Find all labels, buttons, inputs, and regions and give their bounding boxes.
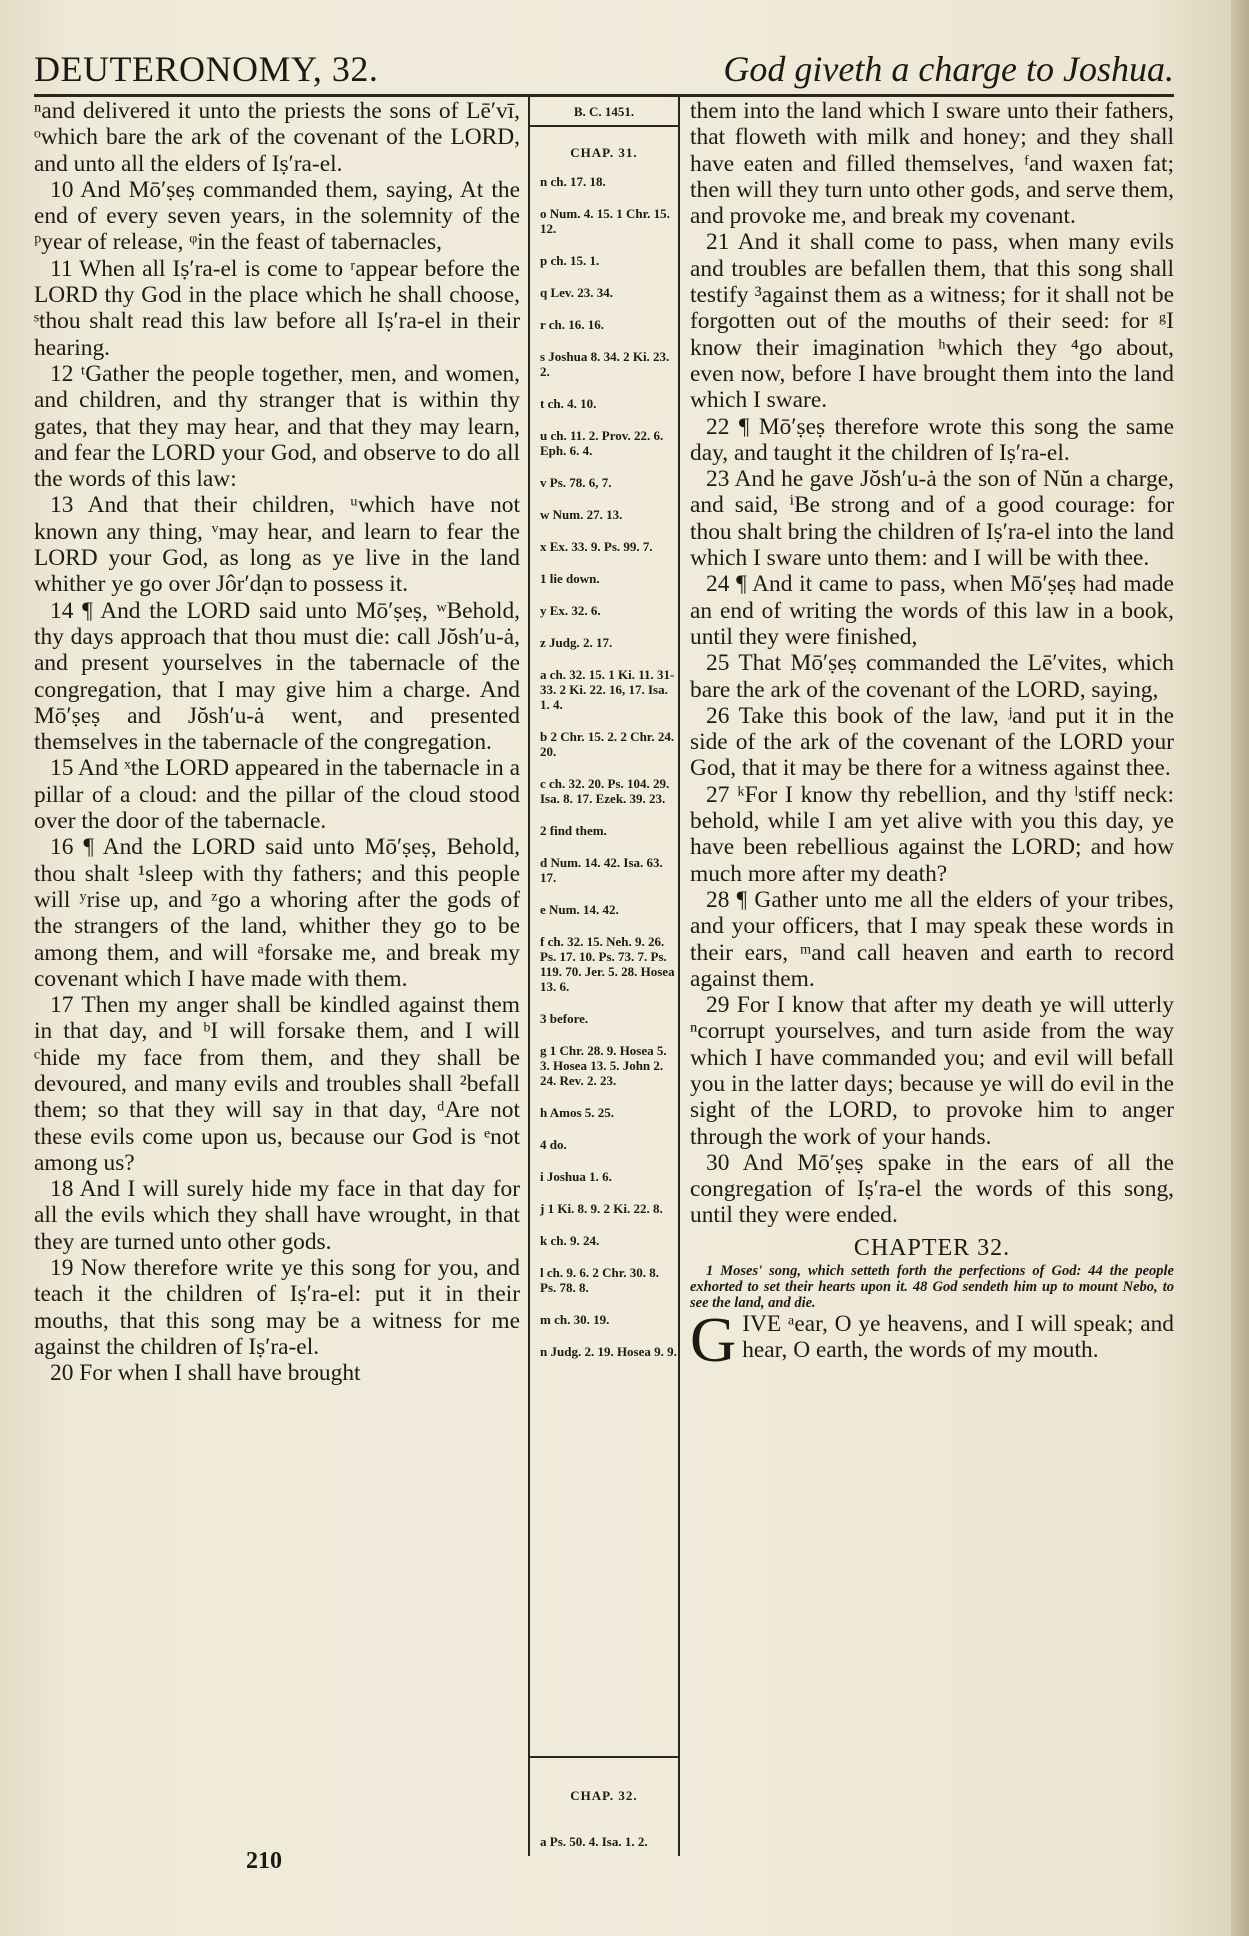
verse-paragraph: 24 ¶ And it came to pass, when Mō′ṣeṣ had made an end of writing the words of this law in a book, until they were finished, — [690, 571, 1174, 650]
verse-paragraph: 22 ¶ Mō′ṣeṣ therefore wrote this song the same day, and taught it the children of Iṣ′ra-el. — [690, 413, 1174, 466]
reference-item: k ch. 9. 24. — [540, 1233, 600, 1248]
verse-paragraph: 15 And ˣthe LORD appeared in the tabernacle in a pillar of a cloud: and the pillar of the cloud stood over the door of the tabernacle. — [34, 755, 520, 835]
verse-paragraph: them into the land which I sware unto their fathers, that floweth with milk and honey; and they shall have eaten and filled themselves, ᶠand waxen fat; then will they turn unto other gods, and serve them, and provoke me, and break my covenant. — [690, 98, 1174, 230]
verse-paragraph: 29 For I know that after my death ye will utterly ⁿcorrupt yourselves, and turn aside from the way which I have commanded you; and evil will befall you in the latter days; because ye will do evil in the sight of the LORD, to provoke him to anger through the work of your hands. — [690, 992, 1174, 1150]
reference-item: i Joshua 1. 6. — [540, 1169, 612, 1184]
reference-item: 2 find them. — [540, 823, 607, 838]
reference-item: y Ex. 32. 6. — [540, 603, 601, 618]
verse-paragraph: 19 Now therefore write ye this song for you, and teach it the children of Iṣ′ra-el: put it in their mouths, that this song may be a witness for me against the children of Iṣ′ra-el. — [34, 1255, 520, 1360]
reference-item: p ch. 15. 1. — [540, 253, 600, 268]
verse-paragraph: ⁿand delivered it unto the priests the sons of Lē′vī, ᵒwhich bare the ark of the covenant of the LORD, and unto all the elders of Iṣ′ra-el. — [34, 98, 520, 177]
section-title: God giveth a charge to Joshua. — [723, 49, 1174, 89]
verse-paragraph: 17 Then my anger shall be kindled against them in that day, and ᵇI will forsake them, and I will ᶜhide my face from them, and they shall be devoured, and many evils and troubles shall ²befall them; so that they will say in that day, ᵈAre not these evils come upon us, because our God is ᵉnot among us? — [34, 992, 520, 1176]
drop-cap: G — [690, 1304, 737, 1376]
reference-item: m ch. 30. 19. — [540, 1312, 610, 1327]
chapter-summary: 1 Moses' song, which setteth forth the perfections of God: 44 the people exhorted to set their hearts upon it. 48 God sendeth him up to mount Nebo, to see the land, and die. — [690, 1263, 1174, 1312]
reference-item: f ch. 32. 15. Neh. 9. 26. Ps. 17. 10. Ps. 73. 7. Ps. 119. 70. Jer. 5. 28. Hosea 13. 6. — [540, 934, 675, 994]
reference-item: 4 do. — [540, 1137, 567, 1152]
reference-item: s Joshua 8. 34. 2 Ki. 23. 2. — [540, 349, 670, 379]
reference-list — [530, 174, 678, 1359]
right-text-column — [690, 98, 1174, 1738]
verse-paragraph: 26 Take this book of the law, ʲand put it in the side of the ark of the covenant of the LORD your God, that it may be there for a witness against thee. — [690, 702, 1174, 782]
verse-paragraph: 16 ¶ And the LORD said unto Mō′ṣeṣ, Behold, thou shalt ¹sleep with thy fathers; and this people will ʸrise up, and ᶻgo a whoring after the gods of the strangers of the land, whither they go to be among them, and will ᵃforsake me, and break my covenant which I have made with them. — [34, 834, 520, 992]
verse-paragraph: 25 That Mō′ṣeṣ commanded the Lē′vites, which bare the ark of the covenant of the LORD, saying, — [690, 650, 1174, 703]
reference-item: x Ex. 33. 9. Ps. 99. 7. — [540, 539, 653, 554]
reference-item: t ch. 4. 10. — [540, 396, 597, 411]
verse-paragraph: 10 And Mō′ṣeṣ commanded them, saying, At the end of every seven years, in the solemnity of the ᵖyear of release, ᵠin the feast of tabernacles, — [34, 176, 520, 256]
verse-paragraph: 13 And that their children, ᵘwhich have not known any thing, ᵛmay hear, and learn to fear the LORD your God, as long as ye live in the land whither ye go over Jôr′dạn to possess it. — [34, 492, 520, 598]
reference-item: n ch. 17. 18. — [540, 174, 606, 189]
reference-item: g 1 Chr. 28. 9. Hosea 5. 3. Hosea 13. 5. John 2. 24. Rev. 2. 23. — [540, 1043, 667, 1088]
reference-item: z Judg. 2. 17. — [540, 635, 613, 650]
reference-item: j 1 Ki. 8. 9. 2 Ki. 22. 8. — [540, 1201, 663, 1216]
left-text-column — [34, 98, 520, 1850]
verse-paragraph: 27 ᵏFor I know thy rebellion, and thy ˡstiff neck: behold, while I am yet alive with you this day, ye have been rebellious against the LORD; and how much more after my death? — [690, 781, 1174, 887]
reference-item: o Num. 4. 15. 1 Chr. 15. 12. — [540, 206, 670, 236]
verse-paragraph: 28 ¶ Gather unto me all the elders of your tribes, and your officers, that I may speak these words in their ears, ᵐand call heaven and earth to record against them. — [690, 886, 1174, 992]
reference-item: n Judg. 2. 19. Hosea 9. 9. — [540, 1344, 677, 1359]
verse-paragraph: 21 And it shall come to pass, when many evils and troubles are befallen them, that this song shall testify ³against them as a witness; for it shall not be forgotten out of the mouths of their seed: for ᵍI know their imagination ʰwhich they ⁴go about, even now, before I have brought them into the land which I sware. — [690, 229, 1174, 414]
verse-paragraph: 18 And I will surely hide my face in that day for all the evils which they shall have wrought, in that they are turned unto other gods. — [34, 1176, 520, 1255]
verse-paragraph: 23 And he gave Jŏsh′u-ȧ the son of Nŭn a charge, and said, ⁱBe strong and of a good courage: for thou shalt bring the children of Iṣ′ra-el into the land which I sware unto them: and I will be with thee. — [690, 466, 1174, 572]
reference-item: 1 lie down. — [540, 571, 600, 586]
chapter-heading: CHAPTER 32. — [853, 1234, 1011, 1261]
margin-references-column — [528, 96, 680, 1856]
book-title: DEUTERONOMY, 32. — [34, 49, 379, 89]
reference-item: r ch. 16. 16. — [540, 317, 605, 332]
verse-paragraph: 11 When all Iṣ′ra-el is come to ʳappear before the LORD thy God in the place which he shall choose, ˢthou shalt read this law before all Iṣ′ra-el in their hearing. — [34, 255, 520, 361]
reference-item: v Ps. 78. 6, 7. — [540, 475, 612, 490]
verse-paragraph: 12 ᵗGather the people together, men, and women, and children, and thy stranger that is within thy gates, that they may hear, and that they may learn, and fear the LORD your God, and observe to do all the words of this law: — [34, 360, 520, 493]
page-header — [34, 44, 1174, 97]
verse-paragraph: 20 For when I shall have brought — [50, 1360, 361, 1387]
chapter-ref-label: CHAP. 32. — [530, 1756, 678, 1803]
reference-item: u ch. 11. 2. Prov. 22. 6. Eph. 6. 4. — [540, 428, 664, 458]
reference-item: c ch. 32. 20. Ps. 104. 29. Isa. 8. 17. Ezek. 39. 23. — [540, 776, 670, 806]
reference-item: a Ps. 50. 4. Isa. 1. 2. — [540, 1834, 648, 1849]
reference-item: q Lev. 23. 34. — [540, 285, 613, 300]
verse-paragraph: 14 ¶ And the LORD said unto Mō′ṣeṣ, ʷBehold, thy days approach that thou must die: call Jŏsh′u-ȧ, and present yourselves in the tabernacle of the congregation, that I may give him a charge. And Mō′ṣeṣ and Jŏsh′u-ȧ went, and presented themselves in the tabernacle of the congregation. — [34, 597, 520, 756]
reference-item: a ch. 32. 15. 1 Ki. 11. 31-33. 2 Ki. 22. 16, 17. Isa. 1. 4. — [540, 667, 675, 712]
page-number: 210 — [246, 1848, 282, 1874]
page-edge — [1231, 0, 1249, 1936]
date-label: B. C. 1451. — [530, 96, 678, 127]
reference-item: e Num. 14. 42. — [540, 902, 619, 917]
verse-text: IVE ᵃear, O ye heavens, and I will speak; and hear, O earth, the words of my mouth. — [742, 1311, 1174, 1364]
reference-item: l ch. 9. 6. 2 Chr. 30. 8. Ps. 78. 8. — [540, 1265, 660, 1295]
chapter-ref-label: CHAP. 31. — [570, 145, 638, 160]
reference-item: d Num. 14. 42. Isa. 63. 17. — [540, 855, 663, 885]
chapter-first-verse — [690, 1304, 1174, 1376]
reference-item: 3 before. — [540, 1011, 589, 1026]
reference-item: h Amos 5. 25. — [540, 1105, 615, 1120]
verse-paragraph: 30 And Mō′ṣeṣ spake in the ears of all the congregation of Iṣ′ra-el the words of this song, until they were ended. — [690, 1149, 1174, 1229]
reference-item: b 2 Chr. 15. 2. 2 Chr. 24. 20. — [540, 729, 675, 759]
reference-item: w Num. 27. 13. — [540, 507, 623, 522]
